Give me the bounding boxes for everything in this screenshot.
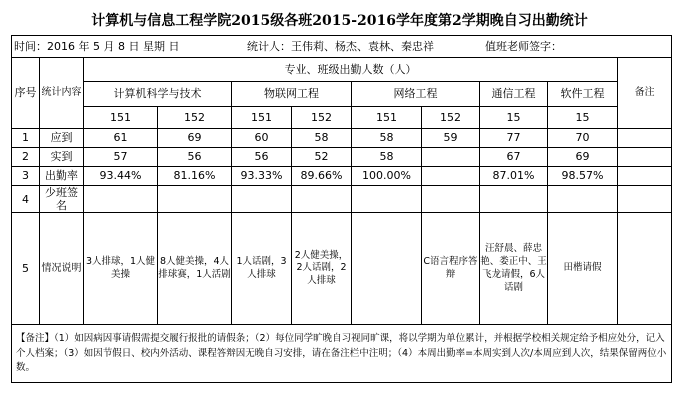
remark-cell	[618, 213, 672, 325]
table-cell: 59	[422, 129, 480, 148]
row-number: 3	[12, 167, 40, 186]
major-header: 网络工程	[352, 82, 480, 107]
table-cell: 58	[352, 148, 422, 167]
table-cell: 89.66%	[292, 167, 352, 186]
remark-cell	[618, 167, 672, 186]
major-header: 物联网工程	[232, 82, 352, 107]
table-cell: 67	[480, 148, 548, 167]
row-number: 5	[12, 213, 40, 325]
table-cell	[422, 167, 480, 186]
table-cell: 2人健美操，2人话剧，2人排球	[292, 213, 352, 325]
row-label: 少班签名	[40, 186, 84, 213]
table-cell	[548, 186, 618, 213]
major-header: 计算机科学与技术	[84, 82, 232, 107]
class-header: 151	[352, 107, 422, 129]
major-header: 软件工程	[548, 82, 618, 107]
table-cell	[232, 186, 292, 213]
table-cell: 56	[158, 148, 232, 167]
seq-header: 序号	[12, 58, 40, 129]
table-cell: 77	[480, 129, 548, 148]
table-cell	[422, 186, 480, 213]
row-label: 实到	[40, 148, 84, 167]
row-label: 出勤率	[40, 167, 84, 186]
attendance-table	[11, 35, 672, 383]
row-label: 情况说明	[40, 213, 84, 325]
table-cell: 70	[548, 129, 618, 148]
row-number: 4	[12, 186, 40, 213]
class-header: 152	[158, 107, 232, 129]
table-cell	[158, 186, 232, 213]
table-cell: 69	[548, 148, 618, 167]
note-text: 【备注】（1）如因病因事请假需提交履行报批的请假条；（2）每位同学旷晚自习视同旷课，将以学期为单位累计，并根据学校相关规定给予相应处分，记入个人档案；（3）如因节假日、校内外活动、课程答辩因无晚自习安排，请在备注栏中注明；（4）本周出勤率=本周实到人次/本周应到人次，结果保留两位小数。	[12, 325, 672, 383]
table-cell: 52	[292, 148, 352, 167]
table-cell	[292, 186, 352, 213]
class-header: 152	[422, 107, 480, 129]
table-cell: 57	[84, 148, 158, 167]
stat-people-label: 统计人：王伟莉、杨杰、袁林、秦忠祥	[247, 39, 434, 53]
teacher-sign-label: 值班老师签字：	[485, 39, 562, 53]
class-header: 152	[292, 107, 352, 129]
table-row	[12, 186, 672, 213]
table-cell	[84, 186, 158, 213]
table-cell: 100.00%	[352, 167, 422, 186]
item-header: 统计内容	[40, 58, 84, 129]
table-cell: 56	[232, 148, 292, 167]
remark-header: 备注	[618, 58, 672, 129]
table-cell: C语言程序答辩	[422, 213, 480, 325]
table-cell: 8人健美操，4人排球赛，1人活剧	[158, 213, 232, 325]
table-cell: 61	[84, 129, 158, 148]
table-cell: 3人排球，1人健美操	[84, 213, 158, 325]
remark-cell	[618, 129, 672, 148]
table-cell: 93.33%	[232, 167, 292, 186]
class-header: 151	[84, 107, 158, 129]
date-label: 时间：2016 年 5 月 8 日 星期 日	[14, 39, 180, 53]
class-header: 15	[548, 107, 618, 129]
table-row	[12, 129, 672, 148]
table-cell: 58	[292, 129, 352, 148]
table-cell: 60	[232, 129, 292, 148]
major-header: 通信工程	[480, 82, 548, 107]
row-label: 应到	[40, 129, 84, 148]
header-row	[12, 36, 672, 58]
row-number: 1	[12, 129, 40, 148]
table-cell: 69	[158, 129, 232, 148]
table-row	[12, 213, 672, 325]
table-cell	[422, 148, 480, 167]
table-cell	[352, 213, 422, 325]
table-cell	[480, 186, 548, 213]
remark-cell	[618, 148, 672, 167]
table-cell: 1人话剧，3人排球	[232, 213, 292, 325]
table-cell: 98.57%	[548, 167, 618, 186]
class-header: 151	[232, 107, 292, 129]
table-cell: 田楷请假	[548, 213, 618, 325]
row-number: 2	[12, 148, 40, 167]
table-cell: 81.16%	[158, 167, 232, 186]
table-cell: 58	[352, 129, 422, 148]
table-row	[12, 167, 672, 186]
remark-cell	[618, 186, 672, 213]
group-header: 专业、班级出勤人数（人）	[84, 58, 618, 82]
page-title: 计算机与信息工程学院2015级各班2015-2016学年度第2学期晚自习出勤统计	[91, 13, 588, 29]
table-row	[12, 148, 672, 167]
table-cell	[352, 186, 422, 213]
table-cell: 汪舒晨、薛忠艳、娄正中、王飞龙请假，6人话剧	[480, 213, 548, 325]
class-header: 15	[480, 107, 548, 129]
table-cell: 87.01%	[480, 167, 548, 186]
table-cell: 93.44%	[84, 167, 158, 186]
